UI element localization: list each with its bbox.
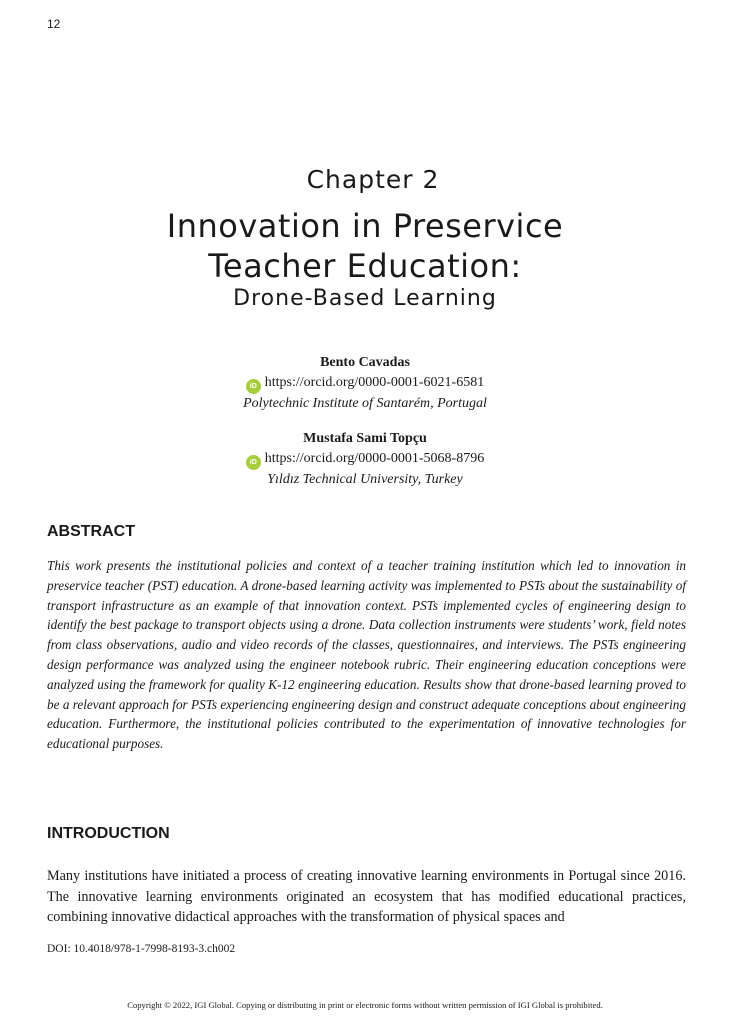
chapter-title-line-1: Innovation in Preservice	[166, 207, 564, 245]
orcid-icon: iD	[246, 379, 261, 394]
chapter-title	[0, 206, 730, 286]
chapter-title-line-2: Teacher Education:	[208, 247, 522, 285]
orcid-link[interactable]: https://orcid.org/0000-0001-5068-8796	[264, 451, 485, 466]
orcid-link[interactable]: https://orcid.org/0000-0001-6021-6581	[264, 375, 485, 390]
page-number: 12	[47, 17, 61, 31]
orcid-line	[0, 448, 730, 470]
chapter-label: Chapter 2	[306, 165, 440, 194]
author-affiliation: Yıldız Technical University, Turkey	[267, 472, 463, 487]
author-affiliation: Polytechnic Institute of Santarém, Portugal	[243, 396, 487, 411]
introduction-text: Many institutions have initiated a process of creating innovative learning environments in Portugal since 2016. The innovative learning environments originated an ecosystem that has modified educational practices, combining innovative didactical approaches with the transformation of physical spaces and	[47, 868, 686, 925]
abstract-heading: ABSTRACT	[47, 523, 135, 540]
orcid-line	[0, 372, 730, 394]
author-name: Bento Cavadas	[320, 355, 410, 370]
introduction-heading: INTRODUCTION	[47, 825, 170, 842]
author-block-2	[0, 429, 730, 490]
copyright-notice: Copyright © 2022, IGI Global. Copying or distributing in print or electronic forms without written permission of IGI Global is prohibited.	[127, 1000, 603, 1010]
orcid-icon: iD	[246, 455, 261, 470]
chapter-subtitle: Drone-Based Learning	[233, 286, 497, 311]
doi: DOI: 10.4018/978-1-7998-8193-3.ch002	[47, 943, 236, 955]
author-block-1	[0, 353, 730, 414]
author-name: Mustafa Sami Topçu	[303, 431, 427, 446]
abstract-text: This work presents the institutional policies and context of a teacher training institution which led to innovation in preservice teacher (PST) education. A drone-based learning activity was implemented to PSTs about the sustainability of transport infrastructure as an example of that innovation context. PSTs implemented cycles of engineering design to identify the best package to transport objects using a drone. Data collection instruments were students’ work, field notes from class observations, audio and video records of the classes, questionnaires, and interviews. The PSTs engineering design performance was analyzed using the engineer notebook rubric. Their engineering education conceptions were analyzed using the framework for quality K-12 engineering education. Results show that drone-based learning proved to be a relevant approach for PSTs experiencing engineering design and construct adequate conceptions about engineering education. Furthermore, the institutional policies contributed to the experimentation of innovative technologies for educational purposes.	[47, 558, 686, 752]
